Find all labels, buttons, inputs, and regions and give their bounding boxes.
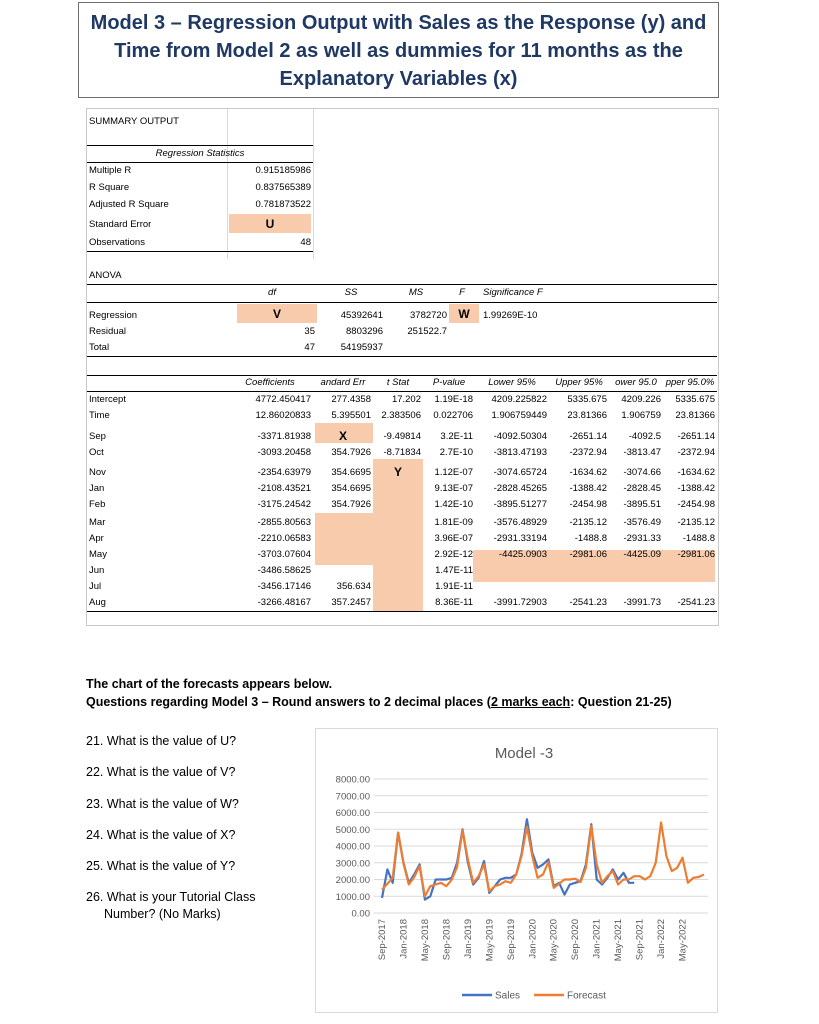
coef-value: 1.81E-09 [434,517,473,528]
rule [87,611,717,612]
coef-value: -4092.5 [628,431,661,442]
coef-value: 4209.225822 [491,394,547,405]
regression-statistics-title: Regression Statistics [155,148,245,159]
stat-value: 0.837565389 [255,182,311,193]
x-tick-label: May-2020 [548,919,560,962]
coef-value: -2454.98 [677,499,715,510]
stat-value: 0.781873522 [255,199,311,210]
rule [87,251,313,252]
question-22: 22. What is the value of V? [86,765,236,779]
coef-value: -2931.33 [623,533,661,544]
coef-value: 1.42E-10 [434,499,473,510]
questions-heading-marks: 2 marks each [490,695,571,709]
y-tick-label: 8000.00 [335,774,370,786]
anova-col-ms: MS [408,287,424,298]
anova-df: 47 [304,342,315,353]
coef-row-label: Jun [89,565,105,576]
coef-value: -2541.23 [677,597,715,608]
coef-value: -2828.45 [623,483,661,494]
coef-value: 1.47E-11 [435,565,473,576]
y-tick-label: 7000.00 [335,791,370,803]
coef-value: 23.81366 [567,410,607,421]
coef-value: -2981.06 [569,549,607,560]
coef-value: -3991.73 [623,597,661,608]
x-tick-label: Sep-2021 [634,919,646,961]
stat-label: Adjusted R Square [89,199,169,210]
anova-df: 35 [304,326,315,337]
coef-value: -2372.94 [677,447,715,458]
coef-value: 354.6695 [331,467,371,478]
coef-value: -3093.20458 [257,447,311,458]
anova-ss: 54195937 [340,342,383,353]
rule [87,162,313,163]
coef-value: 354.7926 [331,447,371,458]
coef-value: -1388.42 [677,483,715,494]
coef-value: 354.6695 [331,483,371,494]
coef-value: -3074.65724 [493,467,547,478]
title-box [78,2,719,98]
coef-row-label: Apr [89,533,104,544]
coef-col-header: pper 95.0% [665,377,715,388]
anova-row-label: Regression [89,310,138,321]
forecast-chart [315,728,718,1013]
coef-value: 2.92E-12 [434,549,473,560]
coef-value: -2108.43521 [257,483,311,494]
coef-col-header: Coefficients [245,377,295,388]
title-line-2: Time from Model 2 as well as dummies for 11 months as the [114,40,683,62]
coef-col-header: Lower 95% [488,377,536,388]
coef-value: -3991.72903 [493,597,547,608]
anova-ss: 8803296 [346,326,383,337]
unknown-y: Y [393,465,402,479]
legend-label-sales: Sales [495,990,521,1002]
coef-col-header: P-value [432,377,466,388]
anova-col-ss: SS [344,287,358,298]
question-23: 23. What is the value of W? [86,797,239,811]
coef-row-label: Mar [89,517,106,528]
chart-note: The chart of the forecasts appears below. [86,677,333,691]
coef-value: -1634.62 [677,467,715,478]
coef-value: -2135.12 [569,517,607,528]
stat-label: R Square [89,182,130,193]
question-21: 21. What is the value of U? [86,734,237,748]
rule [87,356,717,357]
y-tick-label: 2000.00 [335,875,370,886]
coef-value: 1.12E-07 [434,467,473,478]
unknown-u: U [265,217,275,231]
coef-value: -3266.48167 [257,597,311,608]
rule [87,302,717,303]
x-tick-label: May-2019 [484,919,496,962]
anova-ms: 251522.7 [407,326,447,337]
coef-value: 5335.675 [675,394,715,405]
coef-value: 17.202 [391,394,421,405]
y-tick-label: 0.00 [351,908,370,920]
coef-value: 1.906759449 [491,410,547,421]
question-26-cont: Number? (No Marks) [104,907,221,921]
x-tick-label: May-2022 [677,919,689,962]
legend-label-forecast: Forecast [567,990,606,1002]
coef-value: -3456.17146 [257,581,311,592]
coef-row-label: May [89,549,107,560]
coef-row-label: Jan [89,483,105,494]
coef-value: 277.4358 [331,394,371,405]
coef-row-label: Intercept [89,394,126,405]
coef-value: -2354.63979 [257,467,311,478]
anova-row-label: Total [89,342,110,353]
coef-value: 8.36E-11 [435,597,473,608]
coef-value: -8.71834 [383,447,421,458]
x-tick-label: Sep-2019 [505,919,517,961]
stat-value: 48 [300,237,311,248]
series-line-forecast [382,823,704,897]
coef-value: -2454.98 [569,499,607,510]
y-tick-label: 1000.00 [335,891,370,903]
coef-row-label: Jul [89,581,102,592]
coef-value: -1634.62 [569,467,607,478]
x-tick-label: May-2021 [613,919,625,962]
coef-value: 5.395501 [331,410,371,421]
coef-value: -3813.47 [623,447,661,458]
summary-output-header: SUMMARY OUTPUT [89,116,179,127]
coef-value: -9.49814 [383,431,421,442]
x-tick-label: Jan-2022 [656,919,668,959]
question-25: 25. What is the value of Y? [86,859,236,873]
coef-value: 3.96E-07 [434,533,473,544]
coef-col-header: Upper 95% [555,377,603,388]
grid-line [313,109,314,259]
title-line-3: Explanatory Variables (x) [279,68,518,90]
x-tick-label: Sep-2017 [377,919,388,961]
coef-value: -3576.49 [623,517,661,528]
coef-row-label: Nov [89,467,106,478]
y-tick-label: 5000.00 [335,824,370,836]
coef-value: -2981.06 [677,549,715,560]
coef-value: -2931.33194 [493,533,547,544]
coef-value: -1388.42 [569,483,607,494]
coef-value: -3576.48929 [493,517,547,528]
coef-value: 356.634 [336,581,371,592]
coef-value: 4772.450417 [255,394,311,405]
questions-heading-post: : Question 21-25) [570,695,672,709]
x-tick-label: Jan-2018 [398,919,410,959]
title-line-1: Model 3 – Regression Output with Sales as the Response (y) and [90,12,707,34]
chart-svg [316,729,717,1012]
coef-row-label: Feb [89,499,106,510]
coef-value: 0.022706 [433,410,473,421]
coef-value: -3895.51 [623,499,661,510]
coef-value: 12.86020833 [255,410,311,421]
coef-value: 357.2457 [331,597,371,608]
coef-col-header: t Stat [386,377,410,388]
anova-header: ANOVA [89,270,122,281]
anova-row-label: Residual [89,326,126,337]
coef-row-label: Aug [89,597,106,608]
anova-ss: 45392641 [340,310,383,321]
x-tick-label: Sep-2018 [441,919,453,961]
coef-value: -2828.45265 [493,483,547,494]
coef-value: 1.906759 [621,410,661,421]
anova-col-df: df [268,287,276,298]
x-tick-label: Sep-2020 [570,919,582,961]
highlight-cell [373,464,423,612]
coef-value: -3175.24542 [257,499,311,510]
coef-value: 3.2E-11 [440,431,473,442]
unknown-v: V [272,307,281,321]
rule [87,284,717,285]
coef-value: -2372.94 [569,447,607,458]
coef-value: -4425.09 [623,549,661,560]
coef-row-label: Sep [89,431,106,442]
coef-value: -1488.8 [574,533,607,544]
coef-col-header: andard Err [320,377,366,388]
anova-sigf: 1.99269E-10 [483,310,538,321]
x-tick-label: Jan-2020 [527,919,539,959]
x-tick-label: Jan-2019 [462,919,474,959]
questions-heading [86,693,672,711]
coef-value: 1.19E-18 [434,394,473,405]
coef-value: -4092.50304 [493,431,547,442]
question-24: 24. What is the value of X? [86,828,236,842]
coef-value: -1488.8 [682,533,715,544]
coef-value: 1.91E-11 [435,581,473,592]
coef-value: -3703.07604 [257,549,311,560]
highlight-cell [315,513,373,565]
coef-value: -2855.80563 [257,517,311,528]
coef-row-label: Oct [89,447,104,458]
coef-value: -2135.12 [677,517,715,528]
stat-label: Observations [89,237,145,248]
y-tick-label: 3000.00 [335,858,370,870]
y-tick-label: 4000.00 [335,841,370,853]
x-tick-label: May-2018 [419,919,431,962]
chart-title: Model -3 [494,745,554,762]
questions-heading-pre: Questions regarding Model 3 – Round answers to 2 decimal places ( [86,695,491,709]
coef-value: 4209.226 [621,394,661,405]
coef-col-header: ower 95.0 [615,377,657,388]
coef-value: -2651.14 [677,431,715,442]
coef-value: 354.7926 [331,499,371,510]
regression-output-sheet [86,108,719,626]
coef-value: 23.81366 [675,410,715,421]
coef-value: -4425.0903 [498,549,547,560]
coef-row-label: Time [89,410,110,421]
unknown-x: X [338,429,347,443]
coef-value: -3813.47193 [493,447,547,458]
coef-value: -2651.14 [569,431,607,442]
coef-value: 2.383506 [381,410,421,421]
rule [87,391,717,392]
coef-value: -2541.23 [569,597,607,608]
coef-value: 2.7E-10 [439,447,473,458]
stat-label: Multiple R [89,165,132,176]
anova-ms: 3782720 [410,310,447,321]
stat-value: 0.915185986 [255,165,311,176]
y-tick-label: 6000.00 [335,808,370,819]
stat-label: Standard Error [89,219,152,230]
question-26: 26. What is your Tutorial Class [86,890,256,904]
coef-value: -3074.66 [623,467,661,478]
coef-value: 5335.675 [567,394,607,405]
coef-value: 9.13E-07 [434,483,473,494]
coef-value: -2210.06583 [257,533,311,544]
x-tick-label: Jan-2021 [591,919,603,959]
coef-value: -3371.81938 [257,431,311,442]
coef-value: -3895.51277 [493,499,547,510]
anova-col-sigf: Significance F [483,287,543,298]
unknown-w: W [458,307,470,321]
rule [87,145,313,146]
coef-value: -3486.58625 [257,565,311,576]
anova-col-f: F [459,287,465,298]
